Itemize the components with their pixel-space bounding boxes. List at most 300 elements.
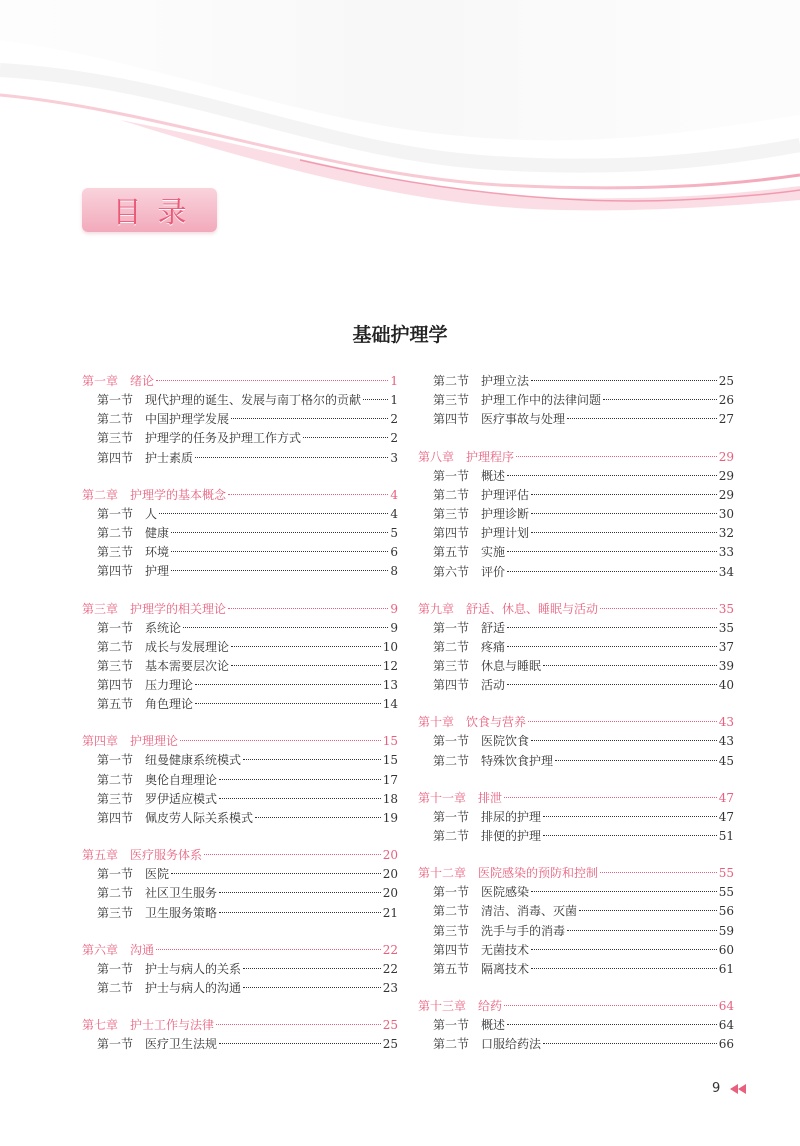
section-page: 43 <box>718 734 734 749</box>
section-entry[interactable] <box>82 1035 398 1054</box>
section-number: 第一节 <box>433 809 470 824</box>
section-title: 概述 <box>481 1018 506 1033</box>
leader-dots <box>516 456 717 457</box>
leader-dots <box>600 608 717 609</box>
section-page: 2 <box>390 412 398 427</box>
section-number: 第二节 <box>433 1037 470 1052</box>
section-number: 第四节 <box>433 942 470 957</box>
chapter-page: 25 <box>382 1018 398 1033</box>
section-title: 医院 <box>145 867 170 882</box>
section-number: 第三节 <box>433 393 470 408</box>
section-page: 17 <box>382 772 398 787</box>
chapter-number: 第一章 <box>82 374 119 388</box>
section-page: 12 <box>382 658 398 673</box>
leader-dots <box>171 873 381 874</box>
section-page: 4 <box>390 506 398 521</box>
section-page: 40 <box>718 678 734 693</box>
section-entry[interactable] <box>418 941 734 960</box>
section-number: 第四节 <box>97 678 134 693</box>
leader-dots <box>600 872 717 873</box>
chapter-title: 护理理论 <box>130 734 179 749</box>
section-entry[interactable] <box>82 751 398 770</box>
section-number: 第一节 <box>433 1018 470 1033</box>
chapter-title: 护理学的相关理论 <box>130 601 227 616</box>
leader-dots <box>171 551 388 552</box>
section-page: 9 <box>390 620 398 635</box>
section-entry[interactable] <box>82 960 398 979</box>
leader-dots <box>507 627 717 628</box>
section-title: 医疗卫生法规 <box>145 1037 218 1052</box>
leader-dots <box>231 665 381 666</box>
section-entry[interactable] <box>82 771 398 790</box>
section-title: 医院饮食 <box>481 734 530 749</box>
section-page: 33 <box>718 545 734 560</box>
chapter-number: 第九章 <box>418 601 455 616</box>
section-number: 第一节 <box>433 468 470 483</box>
section-entry[interactable] <box>418 619 734 638</box>
chapter-title: 医院感染的预防和控制 <box>478 866 599 881</box>
section-number: 第三节 <box>433 923 470 938</box>
section-number: 第二节 <box>433 753 470 768</box>
section-number: 第二节 <box>97 772 134 787</box>
section-title: 护士与病人的沟通 <box>145 980 242 995</box>
section-title: 纽曼健康系统模式 <box>145 753 242 768</box>
section-number: 第四节 <box>97 564 134 579</box>
chapter-heading[interactable] <box>82 846 398 865</box>
chapter-heading[interactable] <box>82 732 398 751</box>
chapter-number: 第八章 <box>418 449 455 464</box>
section-number: 第一节 <box>433 734 470 749</box>
section-page: 21 <box>382 905 398 920</box>
section-entry[interactable] <box>418 391 734 410</box>
section-number: 第四节 <box>97 811 134 825</box>
leader-dots <box>567 418 717 419</box>
section-number: 第三节 <box>97 658 134 673</box>
section-page: 51 <box>718 829 734 843</box>
book-title: 基础护理学 <box>352 324 448 346</box>
section-page: 20 <box>382 886 398 901</box>
leader-dots <box>543 835 717 836</box>
section-entry[interactable] <box>82 638 398 657</box>
leader-dots <box>543 1043 717 1044</box>
section-number: 第二节 <box>433 904 470 919</box>
section-entry[interactable] <box>82 391 398 410</box>
section-entry[interactable] <box>418 638 734 657</box>
chapter-number: 第四章 <box>82 734 119 749</box>
section-page: 22 <box>382 961 398 976</box>
section-entry[interactable] <box>82 524 398 543</box>
chapter-number: 第二章 <box>82 487 119 502</box>
section-page: 29 <box>718 487 734 502</box>
chapter-title: 绪论 <box>130 374 155 388</box>
section-title: 环境 <box>145 545 170 560</box>
section-number: 第二节 <box>97 525 134 540</box>
section-title: 压力理论 <box>145 678 194 693</box>
section-title: 隔离技术 <box>481 961 530 976</box>
section-page: 60 <box>718 942 734 957</box>
section-title: 舒适 <box>481 620 506 635</box>
section-page: 34 <box>718 564 734 579</box>
leader-dots <box>567 930 717 931</box>
chapter-page: 43 <box>718 715 734 730</box>
leader-dots <box>183 627 388 628</box>
section-page: 13 <box>382 678 398 693</box>
chapter-heading[interactable] <box>418 448 734 467</box>
section-entry[interactable] <box>418 486 734 505</box>
section-number: 第二节 <box>433 374 470 388</box>
section-page: 61 <box>718 961 734 976</box>
section-number: 第四节 <box>433 412 470 427</box>
section-title: 罗伊适应模式 <box>145 791 218 806</box>
section-page: 29 <box>718 468 734 483</box>
section-entry[interactable] <box>82 809 398 828</box>
leader-dots <box>555 760 717 761</box>
chapter-heading[interactable] <box>418 600 734 619</box>
chapter-title: 饮食与营养 <box>466 715 527 730</box>
chapter-heading[interactable] <box>82 1016 398 1035</box>
toc-right-column <box>418 372 734 1055</box>
leader-dots <box>531 968 717 969</box>
section-entry[interactable] <box>418 1035 734 1054</box>
leader-dots <box>528 721 717 722</box>
chapter-number: 第十章 <box>418 715 455 730</box>
section-entry[interactable] <box>418 827 734 846</box>
chapter-title: 护理学的基本概念 <box>130 487 227 502</box>
leader-dots <box>243 759 381 760</box>
leader-dots <box>219 892 381 893</box>
leader-dots <box>180 740 381 741</box>
section-title: 护理工作中的法律问题 <box>481 393 602 408</box>
section-title: 护理 <box>145 564 170 579</box>
section-entry[interactable] <box>82 865 398 884</box>
leader-dots <box>195 457 388 458</box>
leader-dots <box>531 891 717 892</box>
leader-dots <box>231 646 381 647</box>
leader-dots <box>504 1005 717 1006</box>
leader-dots <box>219 912 381 913</box>
chapter-page: 22 <box>382 942 398 957</box>
section-page: 2 <box>390 431 398 446</box>
section-title: 社区卫生服务 <box>145 886 218 901</box>
section-entry[interactable] <box>418 563 734 582</box>
leader-dots <box>507 571 717 572</box>
section-entry[interactable] <box>418 883 734 902</box>
section-number: 第一节 <box>97 867 134 882</box>
leader-dots <box>579 910 717 911</box>
section-number: 第六节 <box>433 564 470 579</box>
section-title: 佩皮劳人际关系模式 <box>145 811 254 825</box>
section-page: 59 <box>718 923 734 938</box>
leader-dots <box>219 798 381 799</box>
leader-dots <box>303 437 388 438</box>
section-number: 第二节 <box>97 886 134 901</box>
chapter-heading[interactable] <box>82 372 398 391</box>
leader-dots <box>219 779 381 780</box>
section-page: 18 <box>382 791 398 806</box>
leader-dots <box>504 797 717 798</box>
chapter-number: 第六章 <box>82 942 119 957</box>
section-title: 医院感染 <box>481 885 530 900</box>
section-page: 35 <box>718 620 734 635</box>
chapter-page: 35 <box>718 601 734 616</box>
section-page: 19 <box>382 811 398 825</box>
section-entry[interactable] <box>82 410 398 429</box>
section-number: 第三节 <box>97 545 134 560</box>
section-entry[interactable] <box>82 505 398 524</box>
leader-dots <box>156 949 381 950</box>
section-entry[interactable] <box>82 619 398 638</box>
section-title: 基本需要层次论 <box>145 658 230 673</box>
section-number: 第四节 <box>97 450 134 465</box>
section-number: 第二节 <box>97 639 134 654</box>
chapter-page: 9 <box>390 601 398 616</box>
section-number: 第四节 <box>433 678 470 693</box>
section-page: 55 <box>718 885 734 900</box>
section-entry[interactable] <box>82 449 398 468</box>
chapter-page: 47 <box>718 790 734 805</box>
section-entry[interactable] <box>418 808 734 827</box>
chapter-number: 第十三章 <box>418 999 467 1014</box>
leader-dots <box>159 513 388 514</box>
chapter-title: 给药 <box>478 999 503 1014</box>
chapter-page: 15 <box>382 734 398 749</box>
section-page: 10 <box>382 639 398 654</box>
leader-dots <box>171 532 388 533</box>
section-title: 活动 <box>481 678 506 693</box>
leader-dots <box>531 740 717 741</box>
leader-dots <box>603 399 717 400</box>
section-page: 27 <box>718 412 734 427</box>
section-number: 第一节 <box>97 1037 134 1052</box>
section-entry[interactable] <box>418 467 734 486</box>
leader-dots <box>507 551 717 552</box>
section-title: 医疗事故与处理 <box>481 412 566 427</box>
section-number: 第五节 <box>97 697 134 712</box>
section-page: 25 <box>718 374 734 388</box>
section-entry[interactable] <box>418 1016 734 1035</box>
leader-dots <box>231 418 388 419</box>
leader-dots <box>543 665 717 666</box>
section-page: 25 <box>382 1037 398 1052</box>
section-number: 第一节 <box>97 753 134 768</box>
section-entry[interactable] <box>418 410 734 429</box>
leader-dots <box>507 475 717 476</box>
section-page: 66 <box>718 1037 734 1052</box>
section-entry[interactable] <box>82 904 398 923</box>
section-title: 排尿的护理 <box>481 809 542 824</box>
section-number: 第二节 <box>97 412 134 427</box>
section-page: 32 <box>718 526 734 541</box>
section-number: 第三节 <box>97 431 134 446</box>
section-title: 洗手与手的消毒 <box>481 923 566 938</box>
section-page: 45 <box>718 753 734 768</box>
section-entry[interactable] <box>418 922 734 941</box>
section-entry[interactable] <box>418 543 734 562</box>
chapter-heading[interactable] <box>82 486 398 505</box>
section-title: 卫生服务策略 <box>145 905 218 920</box>
section-entry[interactable] <box>82 562 398 581</box>
chapter-heading[interactable] <box>82 600 398 619</box>
section-title: 健康 <box>145 525 170 540</box>
section-title: 成长与发展理论 <box>145 639 230 654</box>
section-number: 第一节 <box>433 885 470 900</box>
section-entry[interactable] <box>82 695 398 714</box>
chapter-heading[interactable] <box>418 864 734 883</box>
section-title: 现代护理的诞生、发展与南丁格尔的贡献 <box>145 393 362 407</box>
leader-dots <box>363 399 388 400</box>
leader-dots <box>531 949 717 950</box>
chapter-title: 排泄 <box>478 790 503 805</box>
chapter-heading[interactable] <box>418 789 734 808</box>
toc-left-column <box>82 372 398 1054</box>
section-number: 第五节 <box>433 545 470 560</box>
section-title: 奥伦自理理论 <box>145 772 218 787</box>
leader-dots <box>216 1024 381 1025</box>
section-number: 第一节 <box>433 620 470 635</box>
section-title: 系统论 <box>145 620 182 635</box>
section-entry[interactable] <box>82 676 398 695</box>
leader-dots <box>507 1024 717 1025</box>
section-page: 26 <box>718 393 734 408</box>
section-page: 8 <box>390 564 398 579</box>
section-page: 20 <box>382 867 398 882</box>
section-entry[interactable] <box>418 372 734 391</box>
section-title: 护理学的任务及护理工作方式 <box>145 431 302 446</box>
toc-title-badge <box>82 188 217 232</box>
section-title: 实施 <box>481 545 506 560</box>
leader-dots <box>507 646 717 647</box>
chapter-title: 医疗服务体系 <box>130 848 203 863</box>
leader-dots <box>507 684 717 685</box>
section-title: 角色理论 <box>145 697 194 712</box>
leader-dots <box>531 494 717 495</box>
section-page: 15 <box>382 753 398 768</box>
section-number: 第三节 <box>97 791 134 806</box>
section-entry[interactable] <box>418 902 734 921</box>
section-page: 23 <box>382 980 398 995</box>
section-page: 3 <box>390 450 398 465</box>
section-title: 护士与病人的关系 <box>145 961 242 976</box>
chapter-number: 第十二章 <box>418 866 467 881</box>
section-title: 评价 <box>481 564 506 579</box>
section-entry[interactable] <box>82 429 398 448</box>
chapter-number: 第十一章 <box>418 790 467 805</box>
section-number: 第二节 <box>97 980 134 995</box>
section-page: 56 <box>718 904 734 919</box>
chapter-heading[interactable] <box>418 713 734 732</box>
section-number: 第一节 <box>97 961 134 976</box>
section-number: 第三节 <box>97 905 134 920</box>
section-entry[interactable] <box>418 676 734 695</box>
section-number: 第五节 <box>433 961 470 976</box>
section-entry[interactable] <box>82 657 398 676</box>
section-number: 第二节 <box>433 487 470 502</box>
leader-dots <box>543 816 717 817</box>
chapter-page: 29 <box>718 449 734 464</box>
chapter-page: 4 <box>390 487 398 502</box>
chapter-page: 64 <box>718 999 734 1014</box>
leader-dots <box>243 968 381 969</box>
section-page: 1 <box>390 393 398 407</box>
leader-dots <box>531 380 717 381</box>
section-title: 疼痛 <box>481 639 506 654</box>
section-title: 人 <box>145 506 158 521</box>
leader-dots <box>255 817 381 818</box>
section-page: 30 <box>718 506 734 521</box>
leader-dots <box>195 684 381 685</box>
section-page: 37 <box>718 639 734 654</box>
section-page: 6 <box>390 545 398 560</box>
leader-dots <box>228 494 388 495</box>
section-title: 护理计划 <box>481 526 530 541</box>
section-entry[interactable] <box>418 524 734 543</box>
chapter-title: 护士工作与法律 <box>130 1018 215 1033</box>
section-number: 第一节 <box>97 393 134 407</box>
section-entry[interactable] <box>82 543 398 562</box>
section-page: 47 <box>718 809 734 824</box>
chapter-title: 沟通 <box>130 942 155 957</box>
chapter-number: 第五章 <box>82 848 119 863</box>
section-number: 第二节 <box>433 639 470 654</box>
section-entry[interactable] <box>418 657 734 676</box>
section-title: 护理评估 <box>481 487 530 502</box>
chapter-heading[interactable] <box>82 941 398 960</box>
section-title: 休息与睡眠 <box>481 659 542 674</box>
chapter-page: 55 <box>718 866 734 881</box>
section-entry[interactable] <box>82 979 398 998</box>
section-title: 护士素质 <box>145 450 194 465</box>
chapter-number: 第七章 <box>82 1018 119 1033</box>
section-number: 第一节 <box>97 620 134 635</box>
leader-dots <box>243 987 381 988</box>
page-number: 9 <box>712 1081 721 1096</box>
toc-title: 目录 <box>112 194 203 229</box>
chapter-title: 舒适、休息、睡眠与活动 <box>466 601 599 616</box>
section-page: 64 <box>718 1018 734 1033</box>
section-page: 5 <box>390 525 398 540</box>
section-number: 第一节 <box>97 506 134 521</box>
section-title: 概述 <box>481 468 506 483</box>
section-title: 排便的护理 <box>481 829 542 843</box>
section-title: 护理诊断 <box>481 506 530 521</box>
section-entry[interactable] <box>418 752 734 771</box>
chapter-heading[interactable] <box>418 997 734 1016</box>
section-number: 第三节 <box>433 506 470 521</box>
leader-dots <box>204 854 381 855</box>
section-entry[interactable] <box>82 790 398 809</box>
section-title: 口服给药法 <box>481 1037 542 1052</box>
leader-dots <box>531 513 717 514</box>
chapter-title: 护理程序 <box>466 449 515 464</box>
section-entry[interactable] <box>418 505 734 524</box>
leader-dots <box>171 570 388 571</box>
double-left-arrow-icon <box>730 1084 746 1094</box>
leader-dots <box>219 1043 381 1044</box>
section-title: 中国护理学发展 <box>145 412 230 427</box>
section-entry[interactable] <box>418 732 734 751</box>
leader-dots <box>531 532 717 533</box>
section-entry[interactable] <box>418 960 734 979</box>
section-number: 第三节 <box>433 659 470 674</box>
chapter-page: 1 <box>390 374 398 388</box>
section-title: 清洁、消毒、灭菌 <box>481 904 578 919</box>
section-entry[interactable] <box>82 884 398 903</box>
chapter-number: 第三章 <box>82 601 119 616</box>
section-title: 特殊饮食护理 <box>481 753 554 768</box>
leader-dots <box>228 608 388 609</box>
section-title: 无菌技术 <box>481 942 530 957</box>
section-number: 第二节 <box>433 829 470 843</box>
